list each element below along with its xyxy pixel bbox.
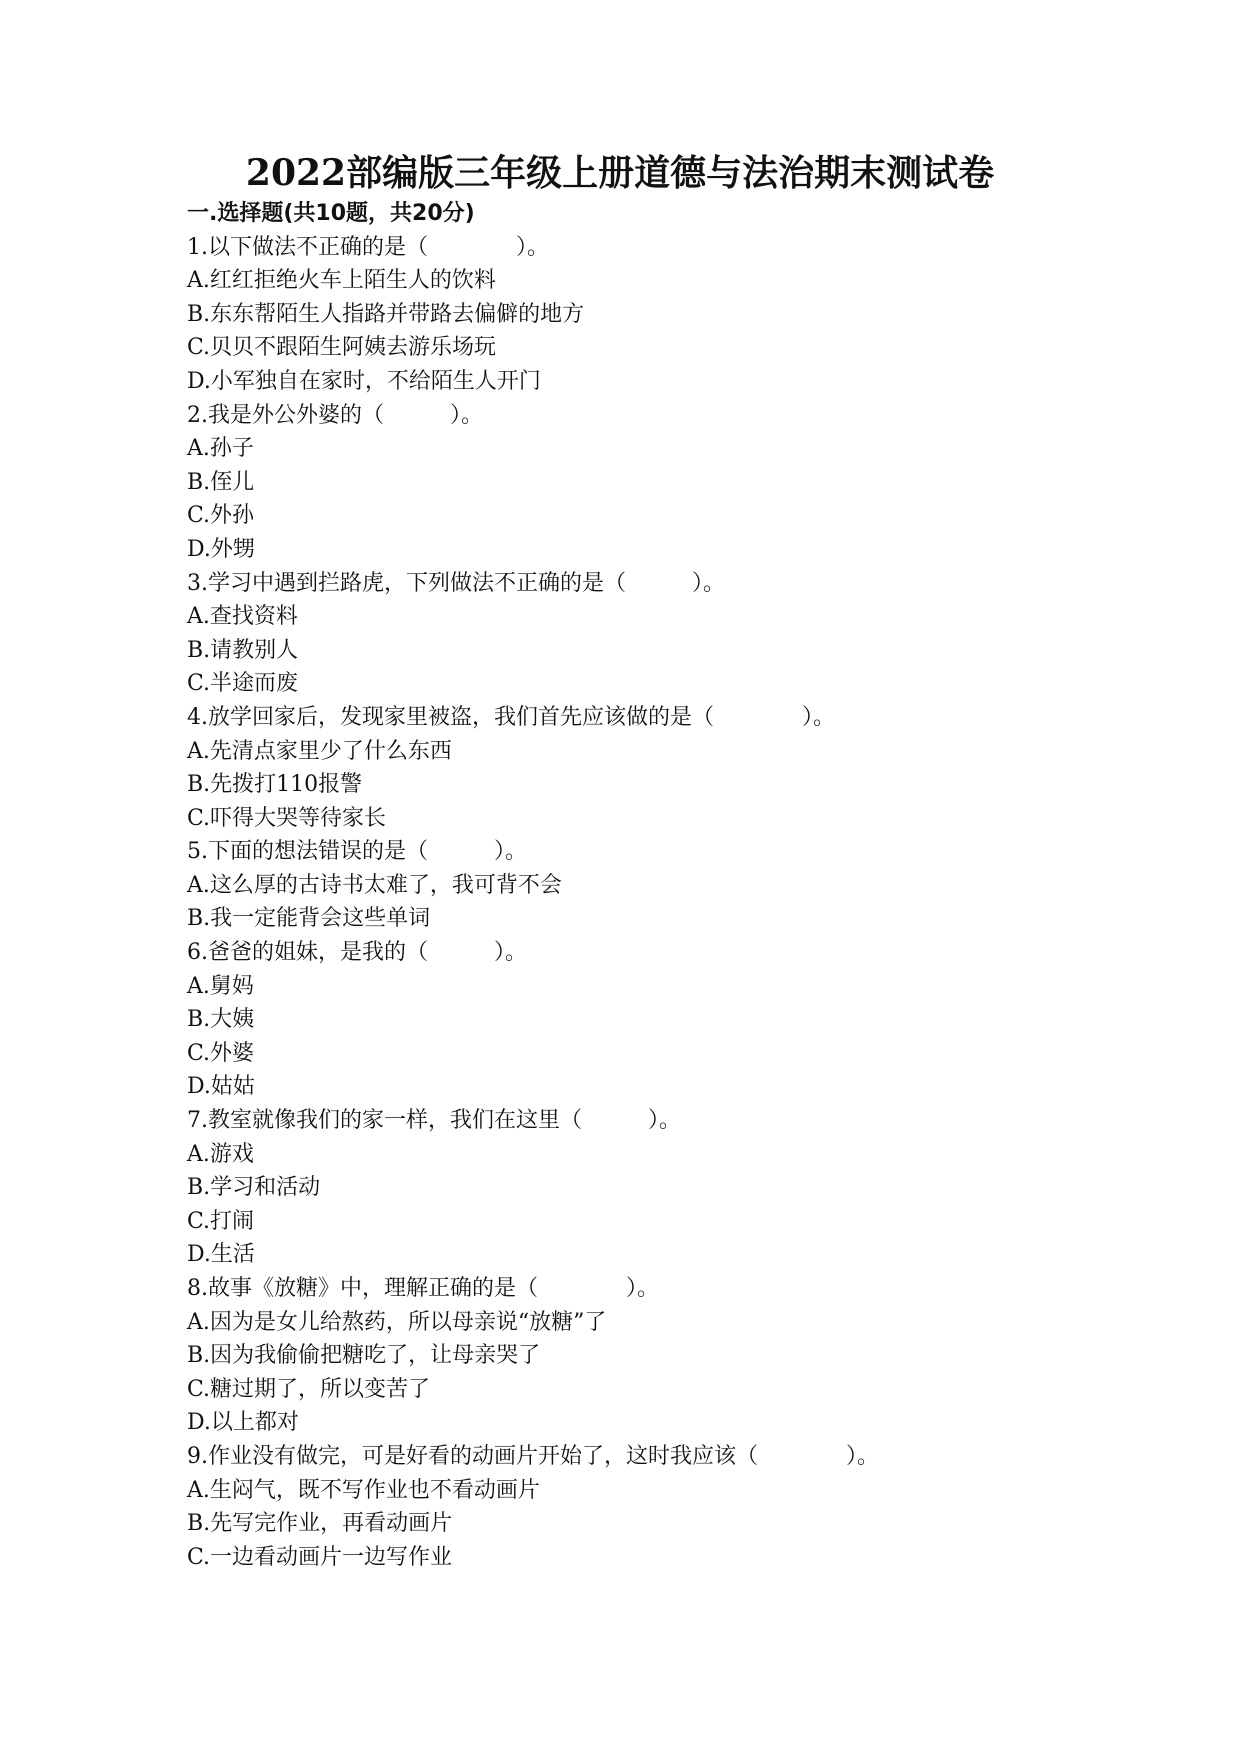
option-a: A.这么厚的古诗书太难了，我可背不会 — [187, 872, 562, 898]
option-d: D.小军独自在家时，不给陌生人开门 — [187, 368, 541, 394]
question-8 — [187, 1272, 1187, 1440]
option-b: B.先写完作业，再看动画片 — [187, 1511, 453, 1537]
question-stem: 5.下面的想法错误的是（ ）。 — [187, 839, 527, 865]
question-stem: 2.我是外公外婆的（ ）。 — [187, 402, 483, 428]
question-5 — [187, 835, 1187, 936]
option-b: B.东东帮陌生人指路并带路去偏僻的地方 — [187, 301, 585, 327]
option-c: C.外婆 — [187, 1040, 255, 1066]
option-b: B.学习和活动 — [187, 1175, 321, 1201]
question-stem: 1.以下做法不正确的是（ ）。 — [187, 234, 549, 260]
question-stem: 9.作业没有做完，可是好看的动画片开始了，这时我应该（ ）。 — [187, 1443, 879, 1469]
option-b: B.大姨 — [187, 1007, 255, 1033]
option-d: D.外甥 — [187, 536, 255, 562]
option-b: B.因为我偷偷把糖吃了，让母亲哭了 — [187, 1343, 541, 1369]
option-a: A.游戏 — [187, 1141, 254, 1167]
question-1 — [187, 231, 1187, 399]
page-title: 2022部编版三年级上册道德与法治期末测试卷 — [245, 152, 995, 194]
question-7 — [187, 1104, 1187, 1272]
option-a: A.孙子 — [187, 436, 254, 462]
option-b: B.侄儿 — [187, 469, 255, 495]
option-a: A.先清点家里少了什么东西 — [187, 738, 452, 764]
option-a: A.查找资料 — [187, 604, 298, 630]
option-b: B.我一定能背会这些单词 — [187, 906, 431, 932]
option-c: C.吓得大哭等待家长 — [187, 805, 387, 831]
option-a: A.生闷气，既不写作业也不看动画片 — [187, 1477, 540, 1503]
option-b: B.先拨打110报警 — [187, 772, 363, 798]
option-c: C.打闹 — [187, 1208, 255, 1234]
option-d: D.以上都对 — [187, 1410, 299, 1436]
option-d: D.生活 — [187, 1242, 255, 1268]
question-2 — [187, 399, 1187, 567]
option-d: D.姑姑 — [187, 1074, 255, 1100]
option-c: C.贝贝不跟陌生阿姨去游乐场玩 — [187, 335, 497, 361]
question-6 — [187, 936, 1187, 1104]
option-c: C.半途而废 — [187, 671, 299, 697]
option-a: A.因为是女儿给熬药，所以母亲说“放糖”了 — [187, 1309, 607, 1335]
question-stem: 6.爸爸的姐妹，是我的（ ）。 — [187, 940, 527, 966]
question-list — [187, 197, 1187, 1574]
question-stem: 4.放学回家后，发现家里被盗，我们首先应该做的是（ ）。 — [187, 704, 835, 730]
question-stem: 8.故事《放糖》中，理解正确的是（ ）。 — [187, 1276, 659, 1301]
question-stem: 3.学习中遇到拦路虎，下列做法不正确的是（ ）。 — [187, 570, 725, 596]
option-a: A.红红拒绝火车上陌生人的饮料 — [187, 268, 496, 294]
option-c: C.外孙 — [187, 503, 255, 529]
question-3 — [187, 567, 1187, 701]
option-c: C.糖过期了，所以变苦了 — [187, 1376, 431, 1402]
option-a: A.舅妈 — [187, 973, 254, 999]
section-heading: 一.选择题(共10题，共20分) — [187, 201, 475, 226]
option-c: C.一边看动画片一边写作业 — [187, 1544, 453, 1570]
question-9 — [187, 1440, 1187, 1574]
question-stem: 7.教室就像我们的家一样，我们在这里（ ）。 — [187, 1108, 681, 1134]
option-b: B.请教别人 — [187, 637, 299, 663]
question-4 — [187, 701, 1187, 835]
